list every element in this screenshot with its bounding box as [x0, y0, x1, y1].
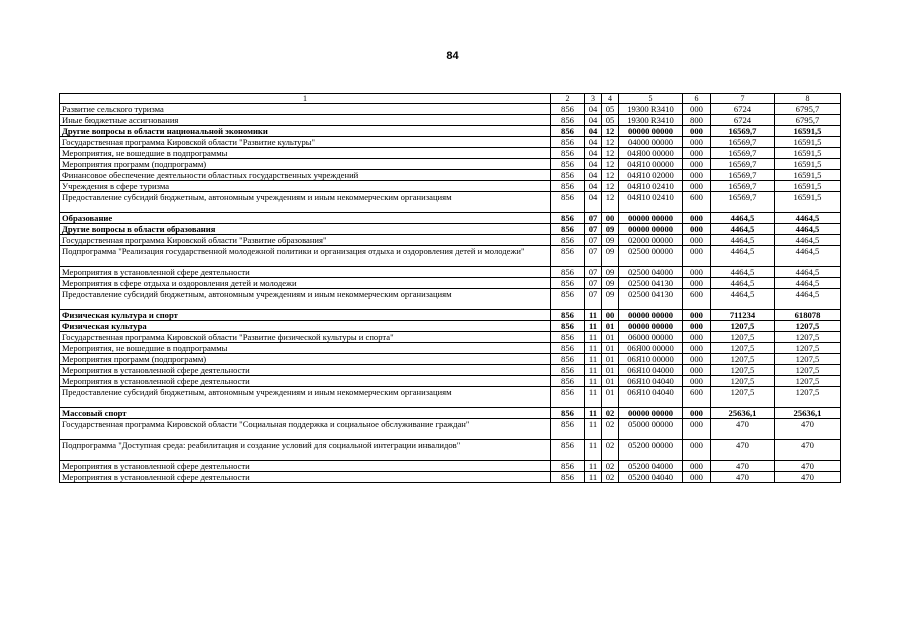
- section-code-cell: 11: [585, 332, 602, 343]
- table-row: [60, 126, 841, 137]
- amount-year1-cell: 1207,5: [711, 365, 775, 376]
- row-name-cell: Физическая культура: [60, 321, 551, 332]
- column-header: 3: [585, 94, 602, 104]
- table-row: [60, 461, 841, 472]
- expense-type-cell: 000: [683, 310, 711, 321]
- ministry-code-cell: 856: [551, 376, 585, 387]
- row-name-cell: Массовый спорт: [60, 408, 551, 419]
- ministry-code-cell: 856: [551, 278, 585, 289]
- table-row: [60, 267, 841, 278]
- row-name-cell: Физическая культура и спорт: [60, 310, 551, 321]
- amount-year2-cell: 618078: [775, 310, 841, 321]
- subsection-code-cell: 00: [602, 213, 619, 224]
- expense-type-cell: 000: [683, 419, 711, 440]
- row-name-cell: Иные бюджетные ассигнования: [60, 115, 551, 126]
- row-name-cell: Мероприятия в установленной сфере деятельности: [60, 267, 551, 278]
- expense-type-cell: 000: [683, 472, 711, 483]
- amount-year2-cell: 4464,5: [775, 278, 841, 289]
- ministry-code-cell: 856: [551, 321, 585, 332]
- row-name-cell: Государственная программа Кировской области "Развитие культуры": [60, 137, 551, 148]
- target-article-cell: 04Я10 02000: [619, 170, 683, 181]
- target-article-cell: 06Я10 04040: [619, 376, 683, 387]
- expense-type-cell: 600: [683, 289, 711, 310]
- subsection-code-cell: 12: [602, 192, 619, 213]
- expense-type-cell: 000: [683, 365, 711, 376]
- amount-year2-cell: 470: [775, 472, 841, 483]
- amount-year1-cell: 25636,1: [711, 408, 775, 419]
- target-article-cell: 00000 00000: [619, 321, 683, 332]
- ministry-code-cell: 856: [551, 104, 585, 115]
- expense-type-cell: 000: [683, 354, 711, 365]
- table-row: [60, 246, 841, 267]
- expense-type-cell: 000: [683, 235, 711, 246]
- amount-year1-cell: 1207,5: [711, 321, 775, 332]
- amount-year2-cell: 1207,5: [775, 343, 841, 354]
- ministry-code-cell: 856: [551, 148, 585, 159]
- row-name-cell: Государственная программа Кировской области "Развитие образования": [60, 235, 551, 246]
- table-row: [60, 289, 841, 310]
- section-code-cell: 07: [585, 213, 602, 224]
- target-article-cell: 04Я10 02410: [619, 181, 683, 192]
- ministry-code-cell: 856: [551, 126, 585, 137]
- expense-type-cell: 000: [683, 278, 711, 289]
- amount-year2-cell: 1207,5: [775, 376, 841, 387]
- ministry-code-cell: 856: [551, 246, 585, 267]
- target-article-cell: 02500 04130: [619, 289, 683, 310]
- target-article-cell: 00000 00000: [619, 408, 683, 419]
- column-header: 7: [711, 94, 775, 104]
- table-row: [60, 387, 841, 408]
- ministry-code-cell: 856: [551, 354, 585, 365]
- ministry-code-cell: 856: [551, 170, 585, 181]
- column-header: 6: [683, 94, 711, 104]
- amount-year2-cell: 470: [775, 461, 841, 472]
- row-name-cell: Мероприятия в установленной сфере деятельности: [60, 365, 551, 376]
- ministry-code-cell: 856: [551, 387, 585, 408]
- expense-type-cell: 000: [683, 408, 711, 419]
- target-article-cell: 05200 04000: [619, 461, 683, 472]
- amount-year1-cell: 4464,5: [711, 289, 775, 310]
- expense-type-cell: 600: [683, 192, 711, 213]
- ministry-code-cell: 856: [551, 408, 585, 419]
- ministry-code-cell: 856: [551, 440, 585, 461]
- amount-year1-cell: 470: [711, 461, 775, 472]
- table-row: [60, 419, 841, 440]
- expense-type-cell: 000: [683, 170, 711, 181]
- amount-year1-cell: 4464,5: [711, 267, 775, 278]
- target-article-cell: 06Я10 00000: [619, 354, 683, 365]
- target-article-cell: 02000 00000: [619, 235, 683, 246]
- expense-type-cell: 800: [683, 115, 711, 126]
- table-row: [60, 321, 841, 332]
- subsection-code-cell: 00: [602, 310, 619, 321]
- target-article-cell: 04Я10 02410: [619, 192, 683, 213]
- subsection-code-cell: 09: [602, 246, 619, 267]
- expense-type-cell: 000: [683, 126, 711, 137]
- amount-year2-cell: 4464,5: [775, 267, 841, 278]
- table-row: [60, 343, 841, 354]
- section-code-cell: 11: [585, 310, 602, 321]
- column-header: 8: [775, 94, 841, 104]
- row-name-cell: Предоставление субсидий бюджетным, автономным учреждениям и иным некоммерческим организациям: [60, 387, 551, 408]
- target-article-cell: 00000 00000: [619, 224, 683, 235]
- target-article-cell: 06Я10 04000: [619, 365, 683, 376]
- row-name-cell: Мероприятия в сфере отдыха и оздоровления детей и молодежи: [60, 278, 551, 289]
- amount-year2-cell: 1207,5: [775, 387, 841, 408]
- amount-year1-cell: 16569,7: [711, 181, 775, 192]
- row-name-cell: Государственная программа Кировской области "Социальная поддержка и социальное обслуживание граждан": [60, 419, 551, 440]
- amount-year2-cell: 1207,5: [775, 332, 841, 343]
- amount-year1-cell: 16569,7: [711, 192, 775, 213]
- target-article-cell: 06000 00000: [619, 332, 683, 343]
- row-name-cell: Развитие сельского туризма: [60, 104, 551, 115]
- target-article-cell: 04Я10 00000: [619, 159, 683, 170]
- amount-year1-cell: 470: [711, 472, 775, 483]
- table-row: [60, 159, 841, 170]
- subsection-code-cell: 01: [602, 376, 619, 387]
- amount-year2-cell: 25636,1: [775, 408, 841, 419]
- ministry-code-cell: 856: [551, 159, 585, 170]
- row-name-cell: Подпрограмма "Доступная среда: реабилитация и создание условий для социальной интеграции инвалидов": [60, 440, 551, 461]
- subsection-code-cell: 09: [602, 224, 619, 235]
- amount-year2-cell: 16591,5: [775, 137, 841, 148]
- row-name-cell: Мероприятия программ (подпрограмм): [60, 159, 551, 170]
- target-article-cell: 00000 00000: [619, 126, 683, 137]
- ministry-code-cell: 856: [551, 365, 585, 376]
- ministry-code-cell: 856: [551, 235, 585, 246]
- page-number: 84: [446, 50, 459, 62]
- table-row: [60, 192, 841, 213]
- table-row: [60, 224, 841, 235]
- expense-type-cell: 000: [683, 267, 711, 278]
- expense-type-cell: 000: [683, 224, 711, 235]
- subsection-code-cell: 01: [602, 332, 619, 343]
- subsection-code-cell: 01: [602, 354, 619, 365]
- target-article-cell: 05200 04040: [619, 472, 683, 483]
- expense-type-cell: 000: [683, 440, 711, 461]
- subsection-code-cell: 02: [602, 408, 619, 419]
- amount-year1-cell: 4464,5: [711, 235, 775, 246]
- table-body: [60, 104, 841, 483]
- column-header: 1: [60, 94, 551, 104]
- expense-type-cell: 000: [683, 104, 711, 115]
- row-name-cell: Другие вопросы в области образования: [60, 224, 551, 235]
- subsection-code-cell: 09: [602, 278, 619, 289]
- expense-type-cell: 000: [683, 213, 711, 224]
- amount-year2-cell: 1207,5: [775, 354, 841, 365]
- section-code-cell: 11: [585, 343, 602, 354]
- amount-year1-cell: 1207,5: [711, 376, 775, 387]
- table-row: [60, 472, 841, 483]
- row-name-cell: Учреждения в сфере туризма: [60, 181, 551, 192]
- subsection-code-cell: 12: [602, 181, 619, 192]
- table-row: [60, 440, 841, 461]
- row-name-cell: Финансовое обеспечение деятельности областных государственных учреждений: [60, 170, 551, 181]
- subsection-code-cell: 02: [602, 440, 619, 461]
- expense-type-cell: 000: [683, 159, 711, 170]
- expense-type-cell: 000: [683, 332, 711, 343]
- amount-year2-cell: 16591,5: [775, 181, 841, 192]
- target-article-cell: 19300 R3410: [619, 104, 683, 115]
- amount-year1-cell: 470: [711, 419, 775, 440]
- target-article-cell: 19300 R3410: [619, 115, 683, 126]
- expense-type-cell: 000: [683, 148, 711, 159]
- ministry-code-cell: 856: [551, 332, 585, 343]
- table-row: [60, 354, 841, 365]
- subsection-code-cell: 01: [602, 321, 619, 332]
- ministry-code-cell: 856: [551, 181, 585, 192]
- amount-year1-cell: 470: [711, 440, 775, 461]
- table-row: [60, 115, 841, 126]
- column-header: 5: [619, 94, 683, 104]
- amount-year2-cell: 4464,5: [775, 235, 841, 246]
- amount-year2-cell: 16591,5: [775, 192, 841, 213]
- subsection-code-cell: 02: [602, 461, 619, 472]
- section-code-cell: 04: [585, 126, 602, 137]
- amount-year1-cell: 16569,7: [711, 170, 775, 181]
- table-row: [60, 408, 841, 419]
- ministry-code-cell: 856: [551, 192, 585, 213]
- amount-year2-cell: 16591,5: [775, 126, 841, 137]
- section-code-cell: 07: [585, 235, 602, 246]
- target-article-cell: 05200 00000: [619, 440, 683, 461]
- amount-year2-cell: 4464,5: [775, 289, 841, 310]
- table-row: [60, 137, 841, 148]
- amount-year1-cell: 4464,5: [711, 224, 775, 235]
- ministry-code-cell: 856: [551, 472, 585, 483]
- amount-year1-cell: 4464,5: [711, 246, 775, 267]
- row-name-cell: Мероприятия в установленной сфере деятельности: [60, 376, 551, 387]
- row-name-cell: Мероприятия в установленной сфере деятельности: [60, 472, 551, 483]
- section-code-cell: 04: [585, 181, 602, 192]
- ministry-code-cell: 856: [551, 213, 585, 224]
- amount-year1-cell: 1207,5: [711, 343, 775, 354]
- section-code-cell: 07: [585, 289, 602, 310]
- subsection-code-cell: 02: [602, 472, 619, 483]
- section-code-cell: 11: [585, 472, 602, 483]
- amount-year2-cell: 16591,5: [775, 159, 841, 170]
- section-code-cell: 11: [585, 365, 602, 376]
- table-header-row: [60, 94, 841, 104]
- table-row: [60, 235, 841, 246]
- subsection-code-cell: 01: [602, 365, 619, 376]
- subsection-code-cell: 01: [602, 343, 619, 354]
- row-name-cell: Государственная программа Кировской области "Развитие физической культуры и спорта": [60, 332, 551, 343]
- row-name-cell: Мероприятия, не вошедшие в подпрограммы: [60, 148, 551, 159]
- section-code-cell: 04: [585, 104, 602, 115]
- amount-year1-cell: 16569,7: [711, 126, 775, 137]
- ministry-code-cell: 856: [551, 343, 585, 354]
- ministry-code-cell: 856: [551, 289, 585, 310]
- target-article-cell: 06Я10 04040: [619, 387, 683, 408]
- target-article-cell: 04Я00 00000: [619, 148, 683, 159]
- target-article-cell: 02500 04130: [619, 278, 683, 289]
- amount-year2-cell: 1207,5: [775, 365, 841, 376]
- section-code-cell: 07: [585, 246, 602, 267]
- subsection-code-cell: 09: [602, 235, 619, 246]
- subsection-code-cell: 12: [602, 126, 619, 137]
- table-row: [60, 148, 841, 159]
- table-row: [60, 365, 841, 376]
- row-name-cell: Мероприятия, не вошедшие в подпрограммы: [60, 343, 551, 354]
- amount-year2-cell: 470: [775, 419, 841, 440]
- target-article-cell: 06Я00 00000: [619, 343, 683, 354]
- expense-type-cell: 000: [683, 137, 711, 148]
- subsection-code-cell: 12: [602, 137, 619, 148]
- section-code-cell: 11: [585, 387, 602, 408]
- target-article-cell: 04000 00000: [619, 137, 683, 148]
- amount-year1-cell: 4464,5: [711, 213, 775, 224]
- amount-year1-cell: 1207,5: [711, 354, 775, 365]
- row-name-cell: Другие вопросы в области национальной экономики: [60, 126, 551, 137]
- subsection-code-cell: 05: [602, 115, 619, 126]
- table-row: [60, 170, 841, 181]
- row-name-cell: Подпрограмма "Реализация государственной молодежной политики и организация отдыха и оздоровления детей и молодежи": [60, 246, 551, 267]
- subsection-code-cell: 09: [602, 267, 619, 278]
- ministry-code-cell: 856: [551, 419, 585, 440]
- amount-year2-cell: 6795,7: [775, 115, 841, 126]
- section-code-cell: 07: [585, 267, 602, 278]
- row-name-cell: Предоставление субсидий бюджетным, автономным учреждениям и иным некоммерческим организациям: [60, 192, 551, 213]
- section-code-cell: 04: [585, 170, 602, 181]
- section-code-cell: 11: [585, 321, 602, 332]
- ministry-code-cell: 856: [551, 310, 585, 321]
- expense-type-cell: 000: [683, 376, 711, 387]
- table-row: [60, 278, 841, 289]
- table-row: [60, 310, 841, 321]
- amount-year1-cell: 1207,5: [711, 387, 775, 408]
- section-code-cell: 11: [585, 419, 602, 440]
- amount-year1-cell: 16569,7: [711, 159, 775, 170]
- ministry-code-cell: 856: [551, 115, 585, 126]
- row-name-cell: Предоставление субсидий бюджетным, автономным учреждениям и иным некоммерческим организациям: [60, 289, 551, 310]
- amount-year1-cell: 6724: [711, 104, 775, 115]
- column-header: 2: [551, 94, 585, 104]
- expense-type-cell: 000: [683, 246, 711, 267]
- amount-year2-cell: 4464,5: [775, 224, 841, 235]
- subsection-code-cell: 12: [602, 148, 619, 159]
- table-row: [60, 376, 841, 387]
- table-row: [60, 213, 841, 224]
- row-name-cell: Мероприятия в установленной сфере деятельности: [60, 461, 551, 472]
- section-code-cell: 11: [585, 408, 602, 419]
- amount-year2-cell: 4464,5: [775, 246, 841, 267]
- ministry-code-cell: 856: [551, 137, 585, 148]
- expense-type-cell: 000: [683, 181, 711, 192]
- ministry-code-cell: 856: [551, 224, 585, 235]
- subsection-code-cell: 12: [602, 170, 619, 181]
- amount-year2-cell: 1207,5: [775, 321, 841, 332]
- section-code-cell: 11: [585, 354, 602, 365]
- section-code-cell: 04: [585, 192, 602, 213]
- section-code-cell: 04: [585, 115, 602, 126]
- expense-type-cell: 000: [683, 321, 711, 332]
- budget-table: [59, 93, 841, 483]
- target-article-cell: 05000 00000: [619, 419, 683, 440]
- target-article-cell: 00000 00000: [619, 310, 683, 321]
- amount-year1-cell: 6724: [711, 115, 775, 126]
- row-name-cell: Образование: [60, 213, 551, 224]
- amount-year1-cell: 16569,7: [711, 137, 775, 148]
- expense-type-cell: 600: [683, 387, 711, 408]
- target-article-cell: 02500 04000: [619, 267, 683, 278]
- section-code-cell: 07: [585, 224, 602, 235]
- amount-year2-cell: 470: [775, 440, 841, 461]
- expense-type-cell: 000: [683, 343, 711, 354]
- target-article-cell: 02500 00000: [619, 246, 683, 267]
- section-code-cell: 11: [585, 461, 602, 472]
- section-code-cell: 11: [585, 440, 602, 461]
- table-row: [60, 181, 841, 192]
- amount-year1-cell: 4464,5: [711, 278, 775, 289]
- subsection-code-cell: 12: [602, 159, 619, 170]
- subsection-code-cell: 01: [602, 387, 619, 408]
- amount-year2-cell: 16591,5: [775, 148, 841, 159]
- ministry-code-cell: 856: [551, 267, 585, 278]
- amount-year2-cell: 16591,5: [775, 170, 841, 181]
- ministry-code-cell: 856: [551, 461, 585, 472]
- column-header: 4: [602, 94, 619, 104]
- section-code-cell: 04: [585, 148, 602, 159]
- table-row: [60, 332, 841, 343]
- amount-year2-cell: 6795,7: [775, 104, 841, 115]
- row-name-cell: Мероприятия программ (подпрограмм): [60, 354, 551, 365]
- section-code-cell: 04: [585, 137, 602, 148]
- target-article-cell: 00000 00000: [619, 213, 683, 224]
- amount-year1-cell: 16569,7: [711, 148, 775, 159]
- amount-year1-cell: 711234: [711, 310, 775, 321]
- expense-type-cell: 000: [683, 461, 711, 472]
- table-row: [60, 104, 841, 115]
- section-code-cell: 04: [585, 159, 602, 170]
- section-code-cell: 11: [585, 376, 602, 387]
- amount-year1-cell: 1207,5: [711, 332, 775, 343]
- amount-year2-cell: 4464,5: [775, 213, 841, 224]
- section-code-cell: 07: [585, 278, 602, 289]
- subsection-code-cell: 02: [602, 419, 619, 440]
- subsection-code-cell: 09: [602, 289, 619, 310]
- subsection-code-cell: 05: [602, 104, 619, 115]
